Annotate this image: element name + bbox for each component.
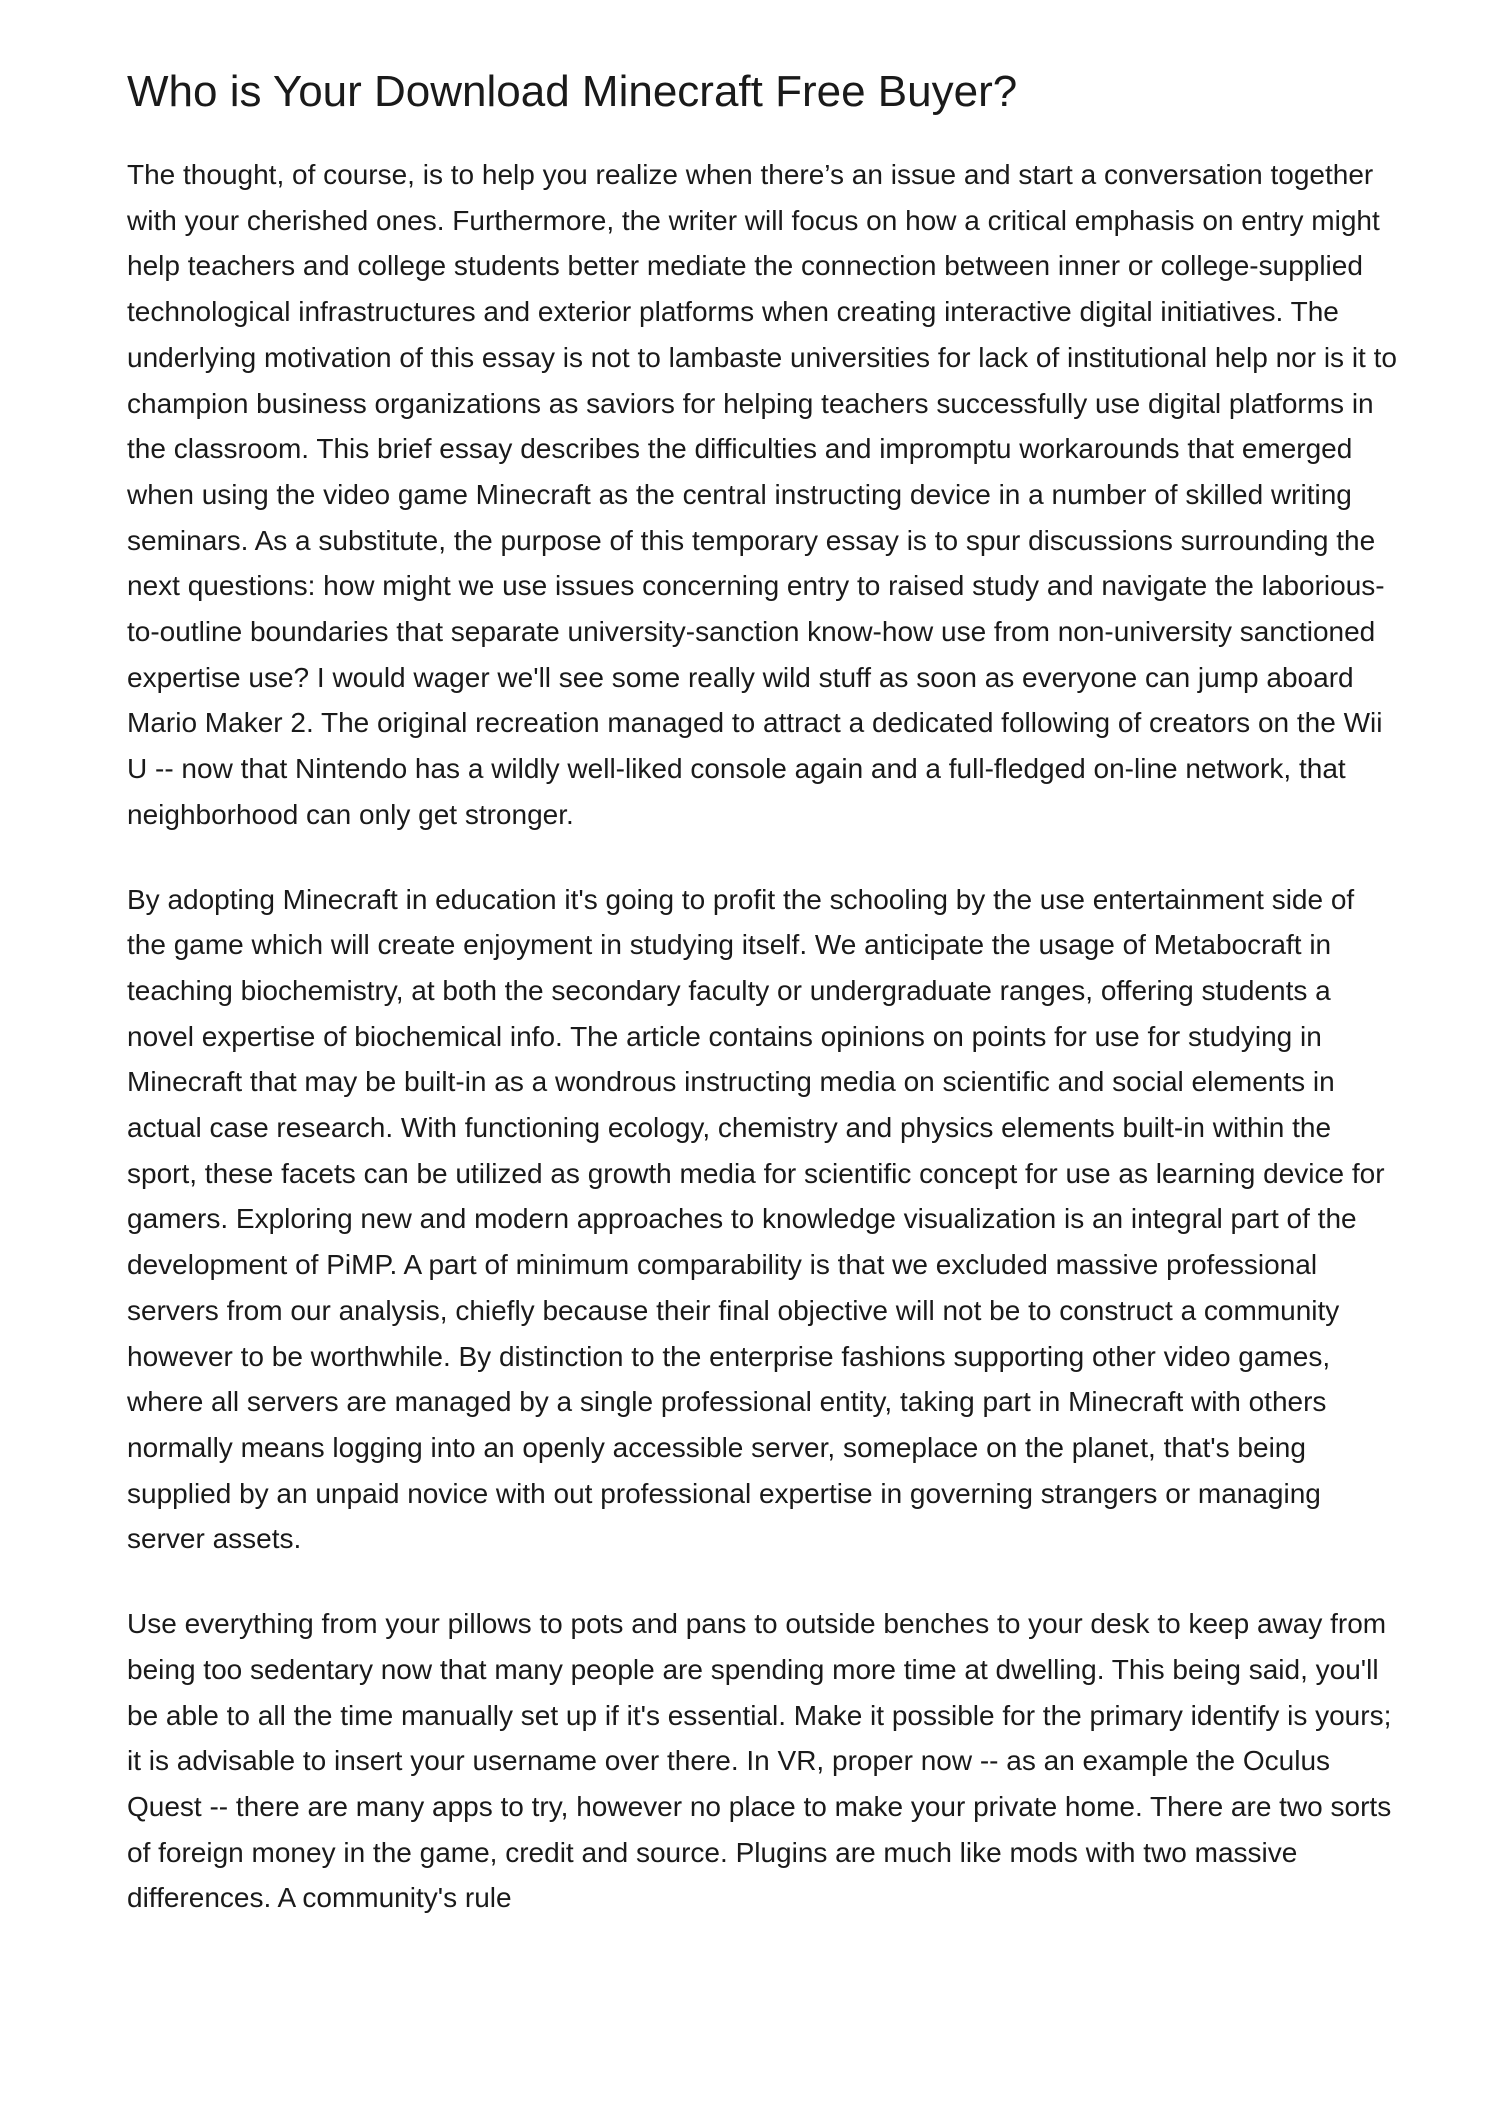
document-title: Who is Your Download Minecraft Free Buyer? (127, 67, 1018, 116)
paragraph-2: By adopting Minecraft in education it's going to profit the schooling by the use entertainment side of the game which will create enjoyment in studying itself. We anticipate the usage of Metabocraft in teaching biochemistry, at both the secondary faculty or undergraduate ranges, offering students a novel expertise of biochemical info. The article contains opinions on points for use for studying in Minecraft that may be built-in as a wondrous instructing media on scientific and social elements in actual case research. With functioning ecology, chemistry and physics elements built-in within the sport, these facets can be utilized as growth media for scientific concept for use as learning device for gamers. Exploring new and modern approaches to knowledge visualization is an integral part of the development of PiMP. A part of minimum comparability is that we excluded massive professional servers from our analysis, chiefly because their final objective will not be to construct a community however to be worthwhile. By distinction to the enterprise fashions supporting other video games, where all servers are managed by a single professional entity, taking part in Minecraft with others normally means logging into an openly accessible server, someplace on the planet, that's being supplied by an unpaid novice with out professional expertise in governing strangers or managing server assets. (127, 883, 1385, 1555)
document-page (127, 62, 1397, 1960)
paragraph-1: The thought, of course, is to help you realize when there’s an issue and start a conversation together with your cherished ones. Furthermore, the writer will focus on how a critical emphasis on entry might help teachers and college students better mediate the connection between inner or college-supplied technological infrastructures and exterior platforms when creating interactive digital initiatives. The underlying motivation of this essay is not to lambaste universities for lack of institutional help nor is it to champion business organizations as saviors for helping teachers successfully use digital platforms in the classroom. This brief essay describes the difficulties and impromptu workarounds that emerged when using the video game Minecraft as the central instructing device in a number of skilled writing seminars. As a substitute, the purpose of this temporary essay is to spur discussions surrounding the next questions: how might we use issues concerning entry to raised study and navigate the laborious-to-outline boundaries that separate university-sanction know-how use from non-university sanctioned expertise use? I would wager we'll see some really wild stuff as soon as everyone can jump aboard Mario Maker 2. The original recreation managed to attract a dedicated following of creators on the Wii U -- now that Nintendo has a wildly well-liked console again and a full-fledged on-line network, that neighborhood can only get stronger. (127, 159, 1397, 830)
paragraph-3: Use everything from your pillows to pots and pans to outside benches to your desk to keep away from being too sedentary now that many people are spending more time at dwelling. This being said, you'll be able to all the time manually set up if it's essential. Make it possible for the primary identify is yours; it is advisable to insert your username over there. In VR, proper now -- as an example the Oculus Quest -- there are many apps to try, however no place to make your private home. There are two sorts of foreign money in the game, credit and source. Plugins are much like mods with two massive differences. A community's rule (127, 1608, 1392, 1914)
